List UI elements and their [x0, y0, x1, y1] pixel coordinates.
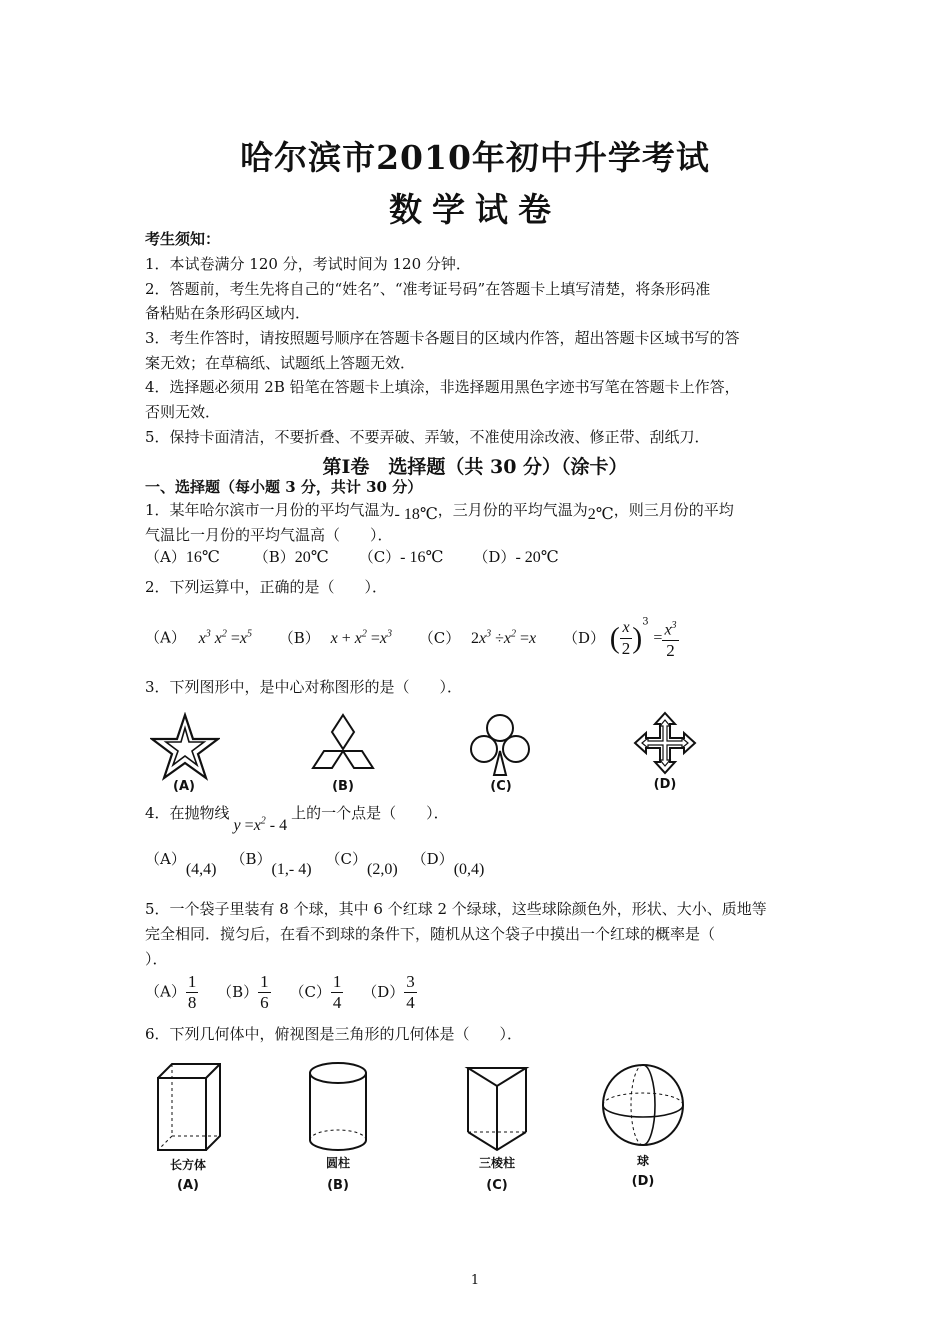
section-part: 一、选择题（每小题 3 分，共计 30 分）: [145, 478, 423, 496]
notice-line-2b: 备粘贴在条形码区域内．: [145, 304, 311, 322]
q6-name-a: 长方体: [169, 1158, 206, 1172]
question-1-options: （A）16℃ （B）20℃ （C）- 16℃ （D）- 20℃: [145, 548, 559, 566]
question-1-line-2: 气温比一月份的平均气温高（ ）．: [145, 526, 393, 544]
q6-name-d: 球: [636, 1154, 649, 1168]
cuboid-figure: [150, 1060, 225, 1155]
question-1: 1．某年哈尔滨市一月份的平均气温为- 18℃，三月份的平均气温为2℃，则三月份的平均: [145, 501, 734, 523]
q6-label-a: (A): [177, 1178, 199, 1193]
notice-line-2a: 2．答题前，考生先将自己的“姓名”、“准考证号码”在答题卡上填写清楚，将条形码准: [145, 280, 711, 298]
question-2: 2．下列运算中，正确的是（ ）．: [145, 578, 388, 596]
notice-line-4b: 否则无效．: [145, 403, 221, 421]
q3-label-a: (A): [173, 779, 195, 794]
notice-line-3a: 3．考生作答时，请按照题号顺序在答题卡各题目的区域内作答，超出答题卡区域书写的答: [145, 329, 740, 347]
three-diamonds-figure: [310, 712, 376, 778]
notice-heading: 考生须知：: [145, 230, 221, 248]
star-figure: [150, 712, 220, 782]
exam-title: 哈尔滨市2010年初中升学考试: [240, 138, 710, 177]
question-5-options: （A） $\frac{1}{8}$ （B） $\frac{1}{6}$ （C） $\frac{1}{4}$ （D） $\frac{3}{4}$: [145, 972, 415, 1012]
question-5-line-3: ）．: [145, 950, 168, 968]
club-figure: [467, 711, 533, 779]
question-2-options: （A） $x^3$ $x^2 =x^5$ （B） $x + x^2 =x^3$ （C） $2x^3 \div x^2 =x$ （D） ( $\frac{x}{2}$ )$^3$ = $\frac{x^3}{2}$: [145, 616, 677, 661]
q6-label-c: (C): [486, 1178, 508, 1193]
q3-label-d: (D): [653, 777, 677, 792]
section-title: 第Ⅰ卷 选择题（共 30 分）（涂卡）: [322, 456, 628, 478]
triangular-prism-figure: [462, 1060, 532, 1155]
q6-label-b: (B): [327, 1178, 349, 1193]
notice-line-1: 1．本试卷满分 120 分，考试时间为 120 分钟．: [145, 255, 471, 273]
page-number: 1: [470, 1273, 480, 1288]
question-3: 3．下列图形中，是中心对称图形的是（ ）．: [145, 678, 463, 696]
q3-label-b: (B): [332, 779, 354, 794]
question-4: 4．在抛物线$y =x^2 - 4$上的一个点是（ ）．: [145, 804, 449, 834]
q6-label-d: (D): [631, 1174, 655, 1189]
notice-line-4a: 4．选择题必须用 2B 铅笔在答题卡上填涂，非选择题用黑色字迹书写笔在答题卡上作答，: [145, 378, 740, 396]
exam-subtitle: 数学试卷: [389, 190, 561, 229]
question-6: 6．下列几何体中，俯视图是三角形的几何体是（ ）．: [145, 1025, 523, 1043]
question-5-line-1: 5．一个袋子里装有 8 个球，其中 6 个红球 2 个绿球，这些球除颜色外，形状、大小、质地等: [145, 900, 767, 918]
q6-name-b: 圆柱: [325, 1156, 350, 1170]
sphere-figure: [600, 1062, 686, 1148]
notice-line-3b: 案无效；在草稿纸、试题纸上答题无效．: [145, 354, 416, 372]
question-5-line-2: 完全相同．搅匀后，在看不到球的条件下，随机从这个袋子中摸出一个红球的概率是（: [145, 925, 716, 943]
notice-line-5: 5．保持卡面清洁，不要折叠、不要弄破、弄皱，不准使用涂改液、修正带、刮纸刀．: [145, 428, 710, 446]
q6-name-c: 三棱柱: [478, 1156, 515, 1170]
cylinder-figure: [303, 1060, 373, 1155]
question-4-options: （A）(4,4)（B）(1,- 4)（C）(2,0)（D）(0,4): [145, 850, 485, 878]
four-arrows-figure: [632, 710, 698, 776]
q3-label-c: (C): [490, 779, 512, 794]
